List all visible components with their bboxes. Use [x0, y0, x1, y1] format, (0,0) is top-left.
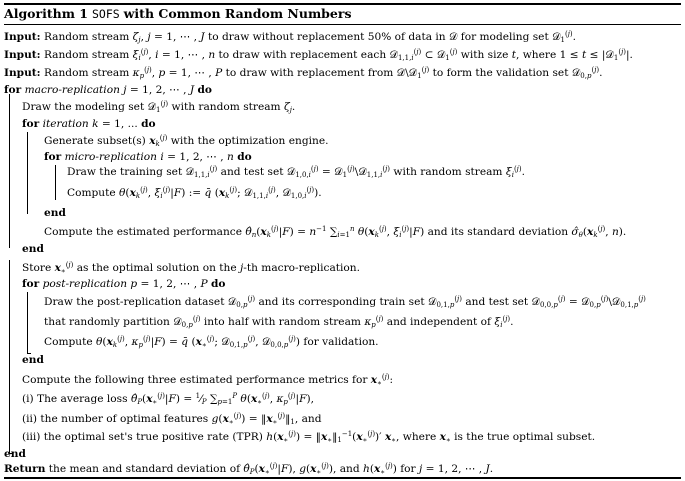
end-macro-line: end [4, 448, 26, 460]
compute-theta-line: Compute $\theta(x_k^{(j)}$, $\xi_i^{(j)}|F$) := q̄ ($x_k^{(j)}$; 𝒟$_{1,1,i}^{(j)}$, 𝒟$_{1,0,i}^{(j)}$). [67, 186, 322, 200]
input-line-xi: Input: Random stream $\xi_i^{(j)}$, i = 1, ⋯ , n to draw with replacement each 𝒟$_{1,1,i}^{(j)}$ ⊂ 𝒟$_1^{(j)}$ with size t, where 1 ≤ t ≤ |𝒟$_1^{(j)}$|. [4, 48, 633, 62]
algorithm-name-rest: with Common Random Numbers [123, 6, 352, 21]
compute-validation-line: Compute $\theta(x_k^{(j)}$, $\kappa_p^{(j)}|F$) = q̄ ($x_∗^{(j)}$; 𝒟$_{0,1,p}^{(j)}$, 𝒟$_{0,0,p}^{(j)}$) for validation. [44, 335, 379, 349]
end-micro-line: end [44, 207, 66, 219]
partition-line: that randomly partition 𝒟$_{0,p}^{(j)}$ into half with random stream $\kappa_p^{(j)}$ and independent of $\xi_i^{(j)}$. [44, 315, 514, 329]
compute-estimated-line: Compute the estimated performance $\thetâ_n(x_k^{(j)}|F) = n^{-1}$ $\sum_{i=1}^n$ $\theta(x_k^{(j)}$, $\xi_i^{(j)}|F$) and its standard deviation $\sigmâ_\theta(x_k^{(j)}$, n). [44, 225, 627, 239]
end-iteration-line: end [22, 243, 44, 255]
input-line-kappa: Input: Random stream $\kappa_p^{(j)}$, p = 1, ⋯ , P to draw with replacement from 𝒟\𝒟$_1^{(j)}$ to form the validation set 𝒟$_{0,p}^{(j)}$. [4, 66, 603, 80]
input-line-zeta: Input: Random stream $\zeta_j$, j = 1, ⋯ , J to draw without replacement 50% of data in 𝒟 for modeling set 𝒟$_1^{(j)}$. [4, 30, 577, 44]
end-post-line: end [22, 354, 44, 366]
for-post-line: for post-replication p = 1, 2, ⋯ , P do [22, 278, 226, 290]
for-iteration-line: for iteration k = 1, ... do [22, 118, 156, 130]
bottom-rule [4, 477, 681, 479]
block-bar-macro-lower [9, 260, 10, 453]
compute-metrics-line: Compute the following three estimated performance metrics for $x_∗^{(j)}$: [22, 373, 394, 387]
algorithm-label: Algorithm 1 [4, 6, 88, 21]
return-line: Return the mean and standard deviation of $\thetâ_P(x_∗^{(j)}|F)$, $g(x_∗^{(j)})$, and $h(x_∗^{(j)})$ for j = 1, 2, ⋯ , J. [4, 462, 494, 476]
generate-subset-line: Generate subset(s) $x_k^{(j)}$ with the optimization engine. [44, 134, 329, 148]
algorithm-name-sofs: SOFS [91, 7, 120, 21]
draw-modeling-line: Draw the modeling set 𝒟$_1^{(j)}$ with random stream $\zeta_j$. [22, 100, 296, 114]
store-optimal-line: Store $x_∗^{(j)}$ as the optimal solution on the j-th macro-replication. [22, 261, 360, 275]
block-bar-post [27, 292, 28, 353]
top-rule [4, 3, 681, 5]
block-bar-iteration [27, 132, 28, 214]
block-bar-micro [55, 165, 56, 200]
draw-training-line: Draw the training set 𝒟$_{1,1,i}^{(j)}$ and test set 𝒟$_{1,0,i}^{(j)}$ = 𝒟$_1^{(j)}$\𝒟$_{1,1,i}^{(j)}$ with random stream $\xi_i^{(j)}$. [67, 165, 525, 179]
for-micro-line: for micro-replication i = 1, 2, ⋯ , n do [44, 151, 252, 163]
metric-average-loss-line: (i) The average loss $\thetâ_P(x_∗^{(j)}|F)$ = $^1⁄_P$ $\sum_{p=1}^P$ $\theta(x_∗^{(j)}$, $\kappa_p^{(j)}|F$), [22, 392, 314, 406]
metric-tpr-line: (iii) the optimal set's true positive rate (TPR) $h(x_∗^{(j)})$ = $‖x_∗‖_1^{-1}(x_∗^{(j)})'$ $x_∗$, where $x_∗$ is the true optimal subset. [22, 430, 596, 444]
for-macro-line: for macro-replication j = 1, 2, ⋯ , J do [4, 84, 212, 96]
title-rule [4, 24, 681, 25]
block-bar-macro [9, 94, 10, 248]
metric-num-features-line: (ii) the number of optimal features $g(x_∗^{(j)})$ = $‖x_∗^{(j)}‖_1$, and [22, 412, 322, 426]
draw-post-line: Draw the post-replication dataset 𝒟$_{0,p}^{(j)}$ and its corresponding train set 𝒟$_{0,1,p}^{(j)}$ and test set 𝒟$_{0,0,p}^{(j)}$ = 𝒟$_{0,p}^{(j)}$\𝒟$_{0,1,p}^{(j)}$ [44, 295, 646, 309]
algorithm-title [4, 6, 352, 21]
